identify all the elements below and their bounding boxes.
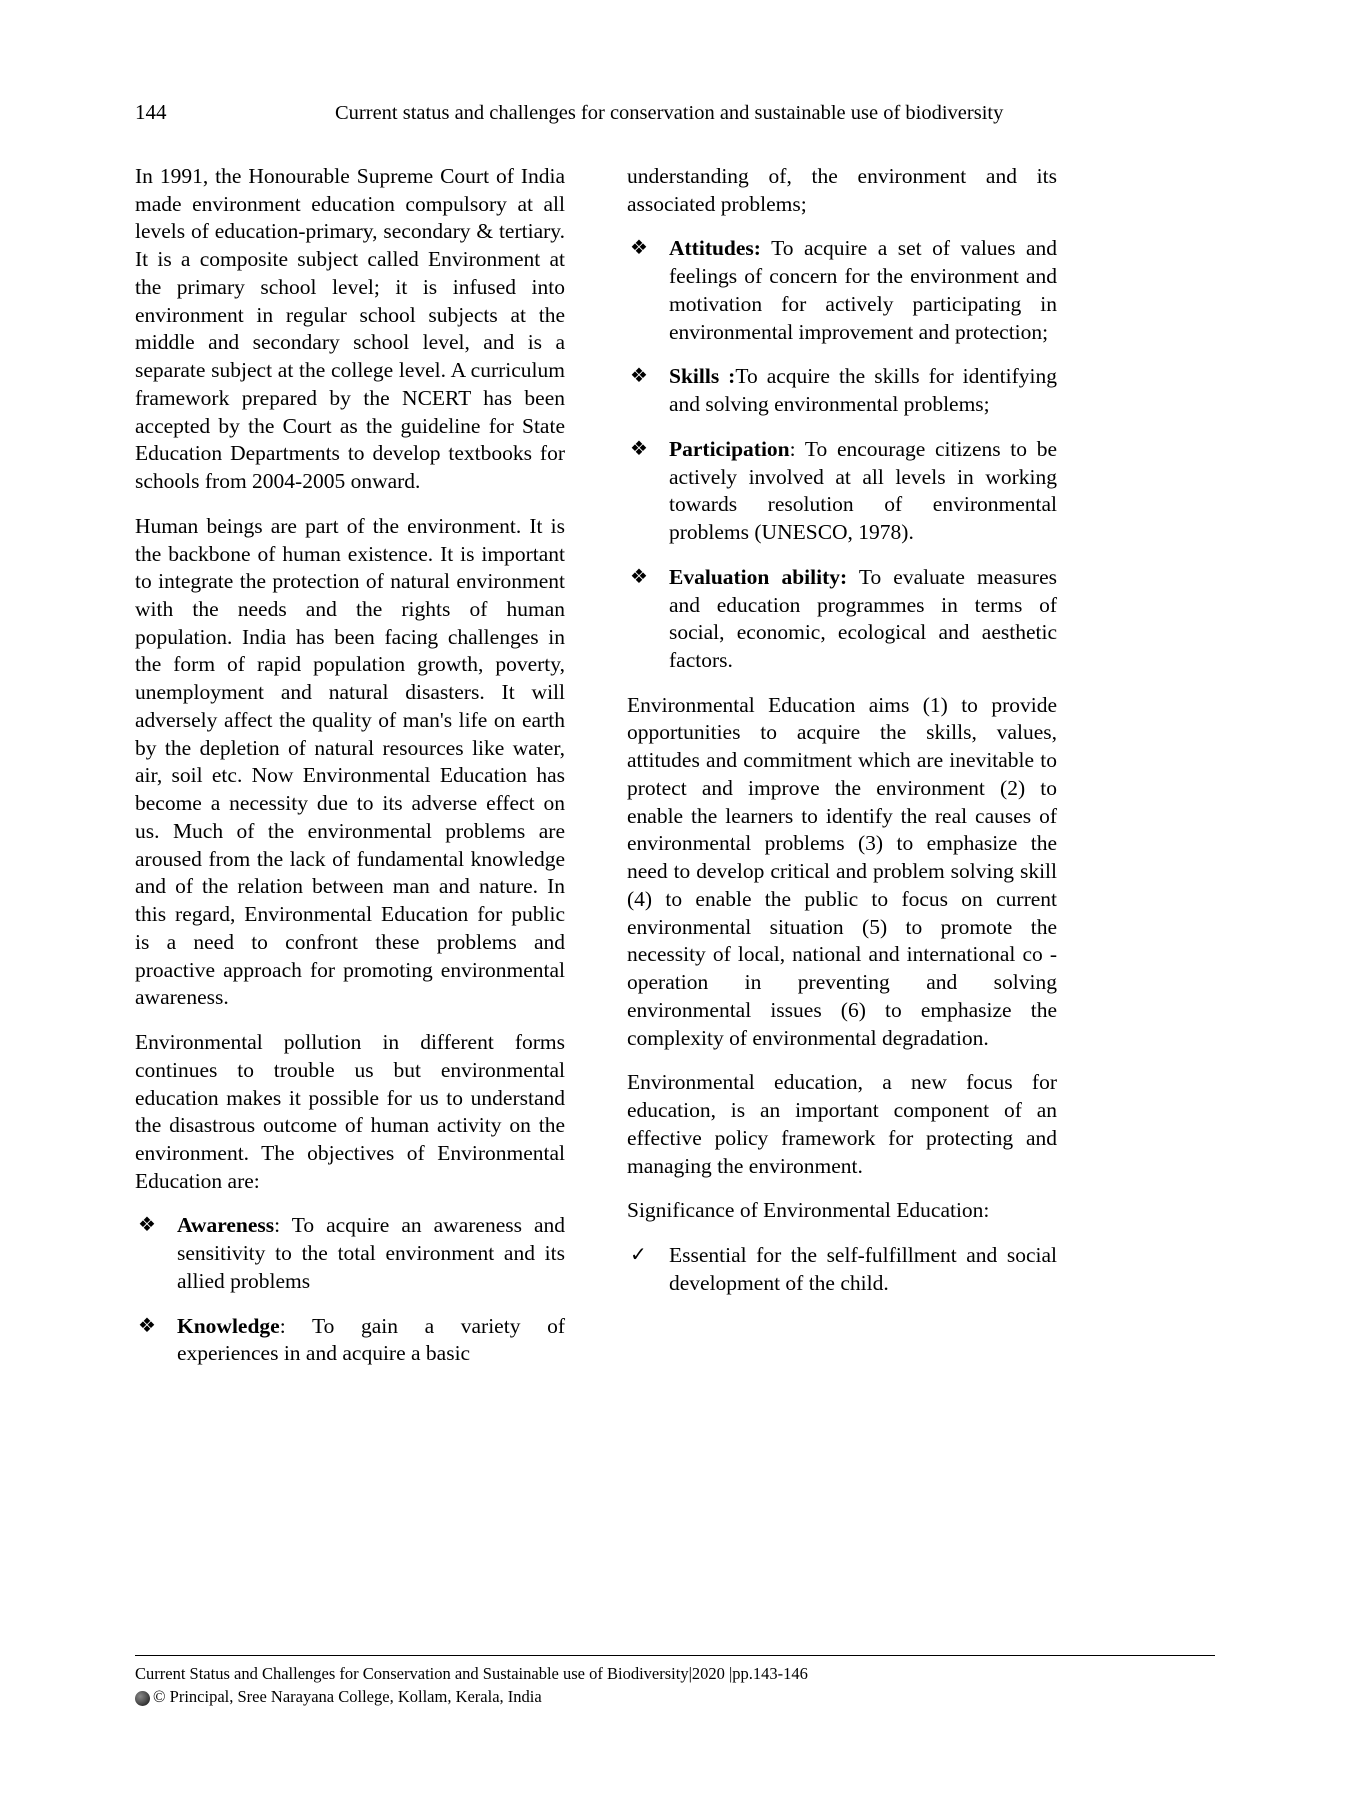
- list-item-text: : To gain a variety of experiences in and acquire a basic: [177, 1313, 565, 1366]
- list-item: [627, 1242, 1057, 1297]
- diamond-bullet-icon: ❖: [630, 565, 648, 588]
- list-item: [627, 564, 1057, 675]
- page-number: 144: [135, 100, 167, 124]
- significance-list: [627, 1242, 1057, 1297]
- paragraph-continuation: understanding of, the environment and its associated problems;: [627, 164, 1057, 216]
- section-lead-in: Significance of Environmental Education:: [627, 1198, 990, 1223]
- paragraph: Environmental education, a new focus for education, is an important component of an effective policy framework for protecting and managing the environment.: [627, 1070, 1057, 1178]
- list-item: [627, 235, 1057, 346]
- page-footer: [135, 1655, 1215, 1708]
- list-item-lead: Evaluation ability:: [669, 564, 848, 589]
- footer-divider: [135, 1655, 1215, 1656]
- diamond-bullet-icon: ❖: [630, 237, 648, 260]
- list-item-text: To acquire a set of values and feelings of concern for the environment and motivation for actively participating in environmental improvement and protection;: [669, 236, 1057, 344]
- paragraph: Environmental pollution in different forms continues to trouble us but environmental education makes it possible for us to understand the disastrous outcome of human activity on the environment. The objectives of Environmental Education are:: [135, 1030, 565, 1193]
- paragraph: In 1991, the Honourable Supreme Court of India made environment education compulsory at all levels of education-primary, secondary & tertiary. It is a composite subject called Environment at the primary school level; it is infused into environment in regular school subjects at the middle and secondary school level, and is a separate subject at the college level. A curriculum framework prepared by the NCERT has been accepted by the Court as the guideline for State Education Departments to develop textbooks for schools from 2004-2005 onward.: [135, 164, 565, 494]
- list-item-lead: Skills :: [669, 364, 736, 389]
- list-item: [627, 363, 1057, 418]
- list-item: [135, 1313, 565, 1368]
- diamond-bullet-icon: ❖: [630, 365, 648, 388]
- list-item: [627, 436, 1057, 547]
- list-item-text: To acquire the skills for identifying and solving environmental problems;: [669, 364, 1057, 417]
- diamond-bullet-icon: ❖: [630, 437, 648, 460]
- footer-copyright-text: © Principal, Sree Narayana College, Kollam, Kerala, India: [153, 1686, 542, 1706]
- list-item-text: : To acquire an awareness and sensitivity to the total environment and its allied problems: [177, 1213, 565, 1293]
- list-item-lead: Participation: [669, 436, 790, 461]
- two-column-body: [135, 163, 1215, 1385]
- right-column: [627, 163, 1057, 1385]
- list-item-text: : To encourage citizens to be actively involved at all levels in working towards resolution of environmental problems (UNESCO, 1978).: [669, 436, 1057, 545]
- list-item-lead: Awareness: [177, 1213, 275, 1238]
- list-item-lead: Attitudes:: [669, 236, 761, 261]
- paragraph: Human beings are part of the environment. It is the backbone of human existence. It is important to integrate the protection of natural environment with the needs and the rights of human population. India has been facing challenges in the form of rapid population growth, poverty, unemployment and natural disasters. It will adversely affect the quality of man's life on earth by the depletion of natural resources like water, air, soil etc. Now Environmental Education has become a necessity due to its adverse effect on us. Much of the environmental problems are aroused from the lack of fundamental knowledge and of the relation between man and nature. In this regard, Environmental Education for public is a need to confront these problems and proactive approach for promoting environmental awareness.: [135, 513, 565, 1010]
- footer-citation: Current Status and Challenges for Conservation and Sustainable use of Biodiversity|2020 |pp.143-146: [135, 1664, 808, 1684]
- diamond-bullet-icon: ❖: [138, 1314, 156, 1337]
- list-item: [135, 1212, 565, 1295]
- objectives-list: [135, 1212, 565, 1368]
- running-head: [135, 100, 1215, 125]
- list-item-lead: Knowledge: [177, 1313, 280, 1338]
- list-item-text: To evaluate measures and education programmes in terms of social, economic, ecological and aesthetic factors.: [669, 564, 1057, 673]
- creative-commons-icon: [135, 1691, 150, 1706]
- footer-copyright: [135, 1686, 1215, 1708]
- checkmark-bullet-icon: ✓: [630, 1243, 647, 1266]
- list-item-text: Essential for the self-fulfillment and social development of the child.: [669, 1242, 1057, 1295]
- left-column: [135, 163, 565, 1385]
- running-title: Current status and challenges for conservation and sustainable use of biodiversity: [335, 102, 1004, 124]
- diamond-bullet-icon: ❖: [138, 1214, 156, 1237]
- paragraph: Environmental Education aims (1) to provide opportunities to acquire the skills, values, attitudes and commitment which are inevitable to protect and improve the environment (2) to enable the learners to identify the real causes of environmental problems (3) to emphasize the need to develop critical and problem solving skill (4) to enable the public to focus on current environmental situation (5) to promote the necessity of local, national and international co -operation in preventing and solving environmental issues (6) to emphasize the complexity of environmental degradation.: [627, 692, 1057, 1050]
- objectives-list-continued: [627, 235, 1057, 674]
